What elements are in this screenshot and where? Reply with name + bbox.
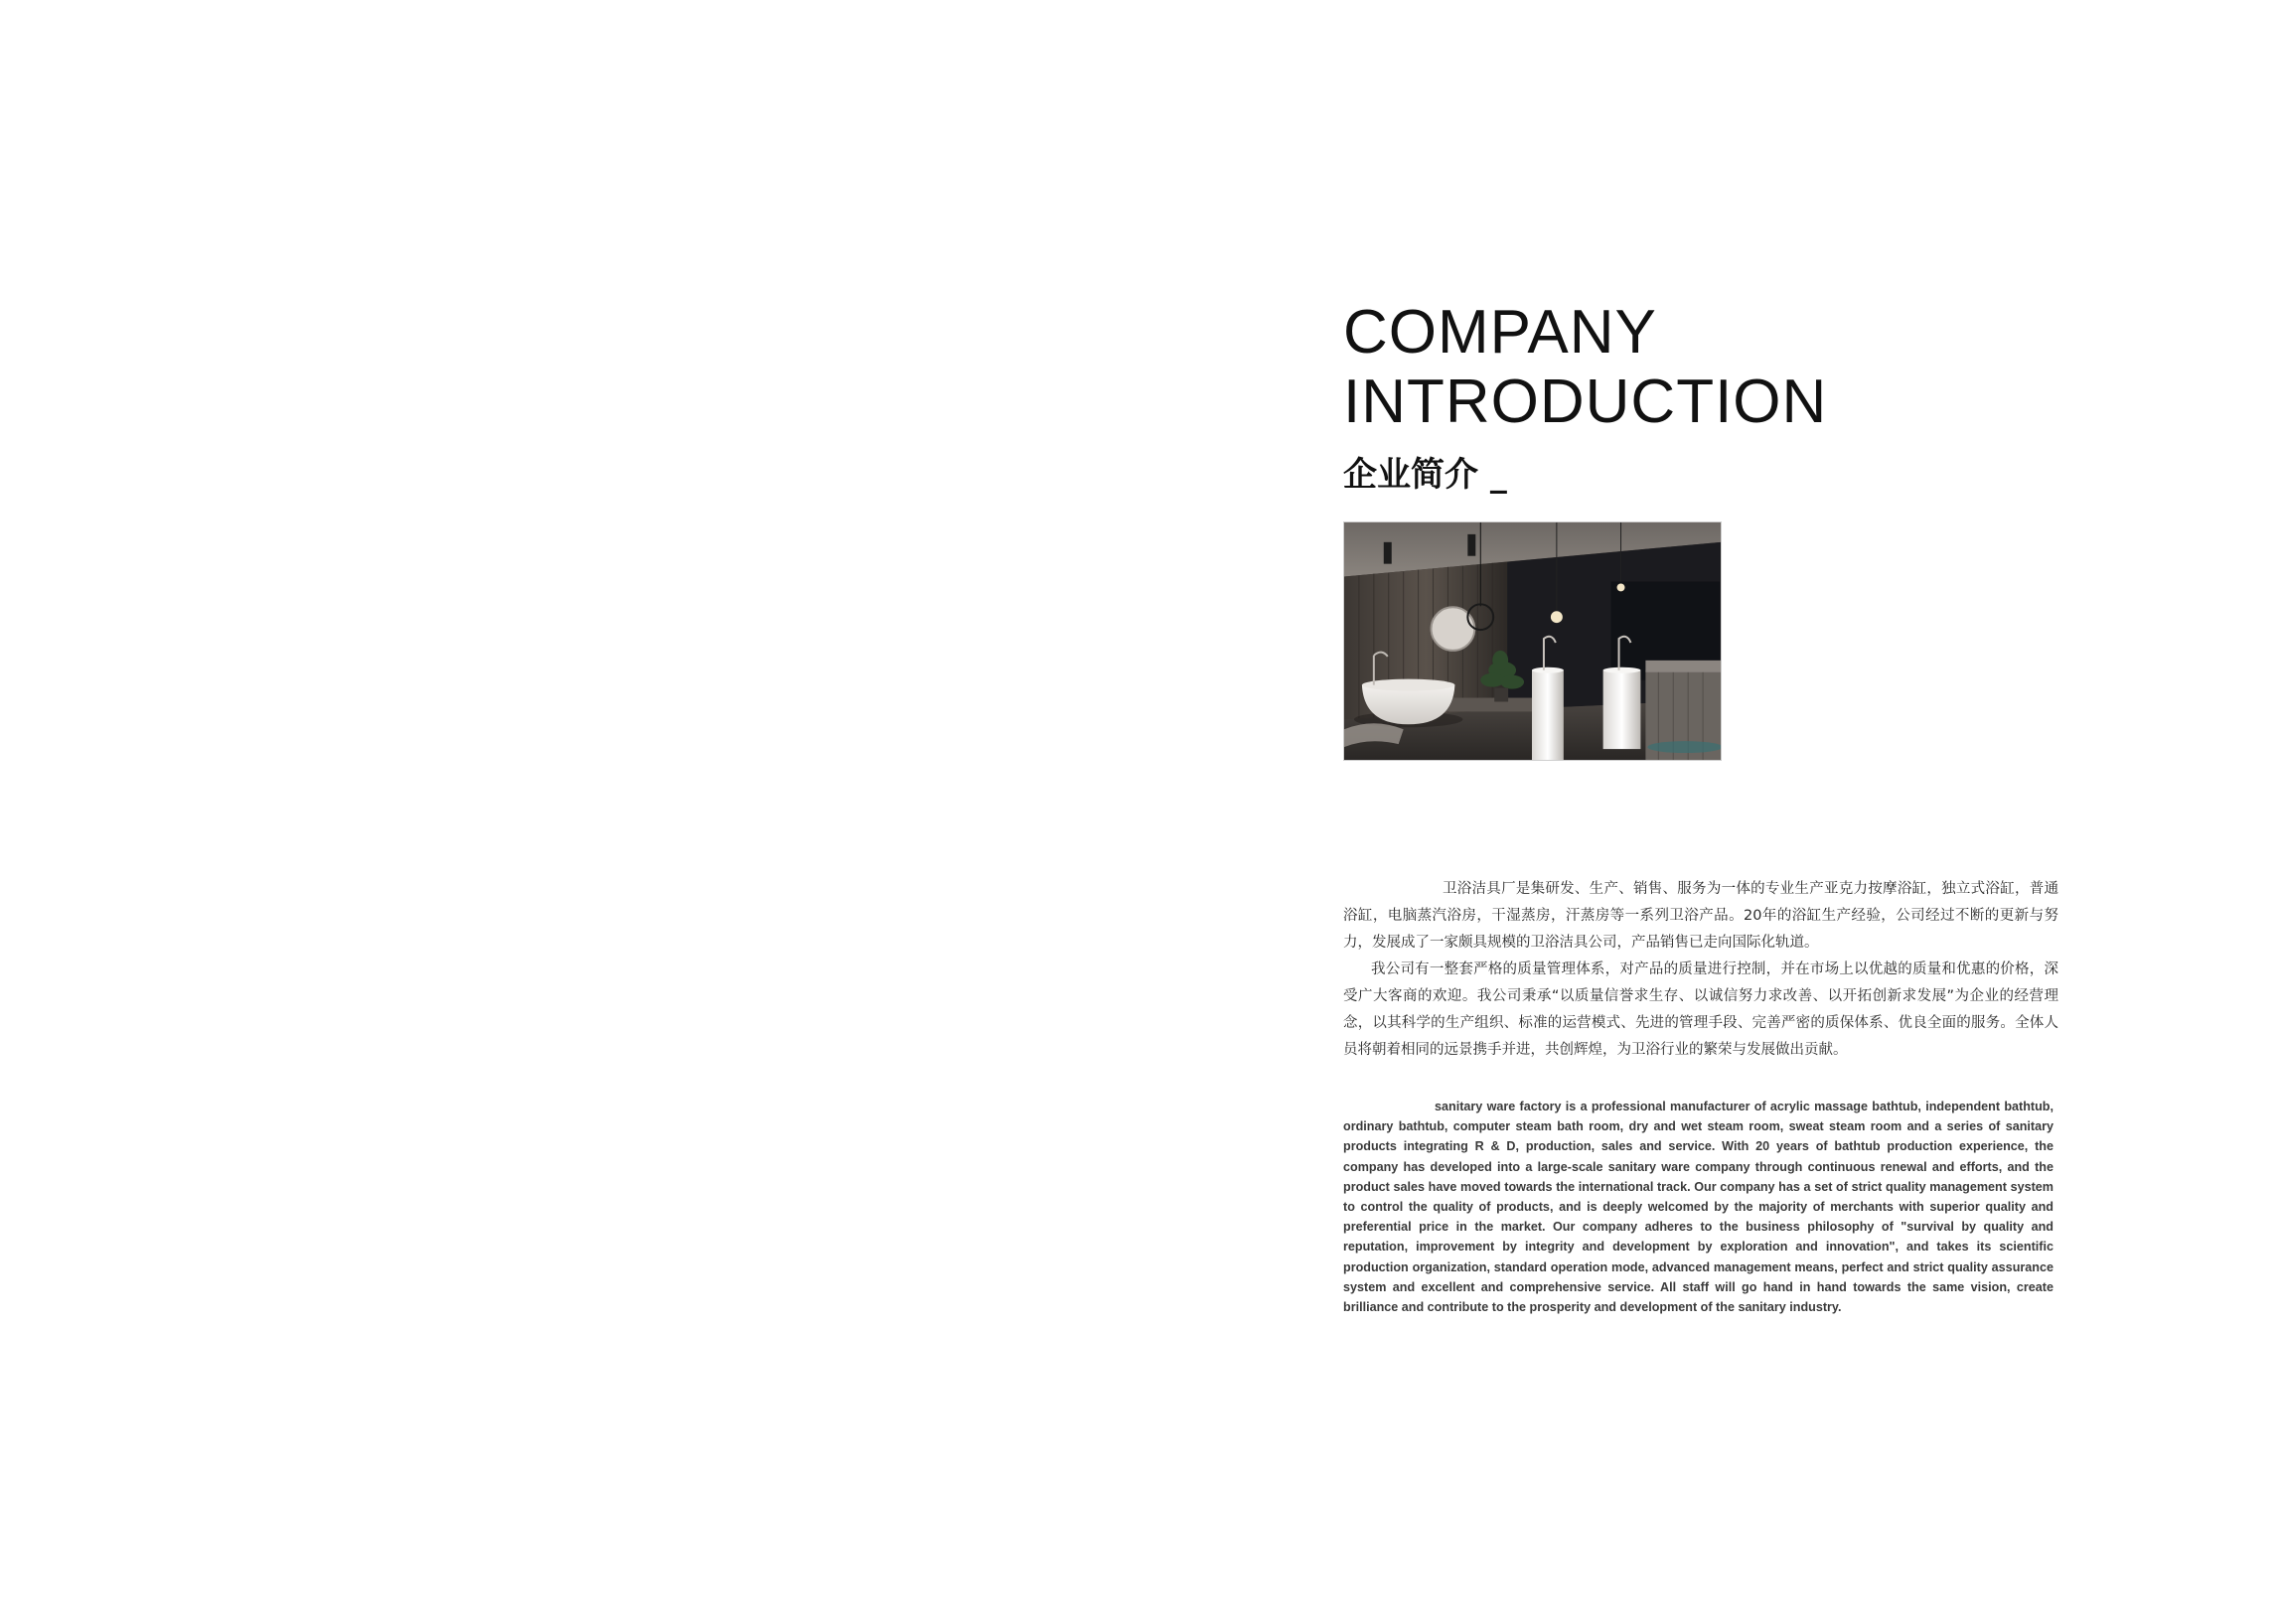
chinese-subtitle: 企业简介 _	[1343, 455, 1507, 495]
cn-paragraph-1: 卫浴洁具厂是集研发、生产、销售、服务为一体的专业生产亚克力按摩浴缸，独立式浴缸，普通浴缸，电脑蒸汽浴房，干湿蒸房，汗蒸房等一系列卫浴产品。20年的浴缸生产经验，公司经过不断的更新与努力，发展成了一家颇具规模的卫浴洁具公司，产品销售已走向国际化轨道。	[1343, 881, 2058, 951]
page-title	[1343, 298, 1827, 437]
right-page	[1141, 0, 2282, 1624]
bathroom-photo	[1343, 521, 1722, 761]
title-line-company: COMPANY	[1343, 298, 1657, 367]
cn-paragraph-2: 我公司有一整套严格的质量管理体系，对产品的质量进行控制，并在市场上以优越的质量和优惠的价格，深受广大客商的欢迎。我公司秉承“以质量信誉求生存、以诚信努力求改善、以开拓创新求发展”为企业的经营理念，以其科学的生产组织、标准的运营模式、先进的管理手段、完善严密的质保体系、优良全面的服务。全体人员将朝着相同的远景携手并进，共创辉煌，为卫浴行业的繁荣与发展做出贡献。	[1343, 961, 2058, 1058]
english-body-text	[1343, 1097, 2054, 1317]
chinese-body-text	[1343, 876, 2058, 1064]
en-paragraph-1: sanitary ware factory is a professional manufacturer of acrylic massage bathtub, independent bathtub, ordinary bathtub, computer steam bath room, dry and wet steam room, sweat steam room and a series of sanitary products integrating R & D, production, sales and service. With 20 years of bathtub production experience, the company has developed into a large-scale sanitary ware company through continuous renewal and efforts, and the product sales have moved towards the international track. Our company has a set of strict quality management system to control the quality of products, and is deeply welcomed by the majority of merchants with superior quality and preferential price in the market. Our company adheres to the business philosophy of "survival by quality and reputation, improvement by integrity and development by exploration and innovation", and takes its scientific production organization, standard operation mode, advanced management means, perfect and strict quality assurance system and excellent and comprehensive service. All staff will go hand in hand towards the same vision, create brilliance and contribute to the prosperity and development of the sanitary industry.	[1343, 1100, 2054, 1315]
title-line-introduction: INTRODUCTION	[1343, 368, 1828, 436]
